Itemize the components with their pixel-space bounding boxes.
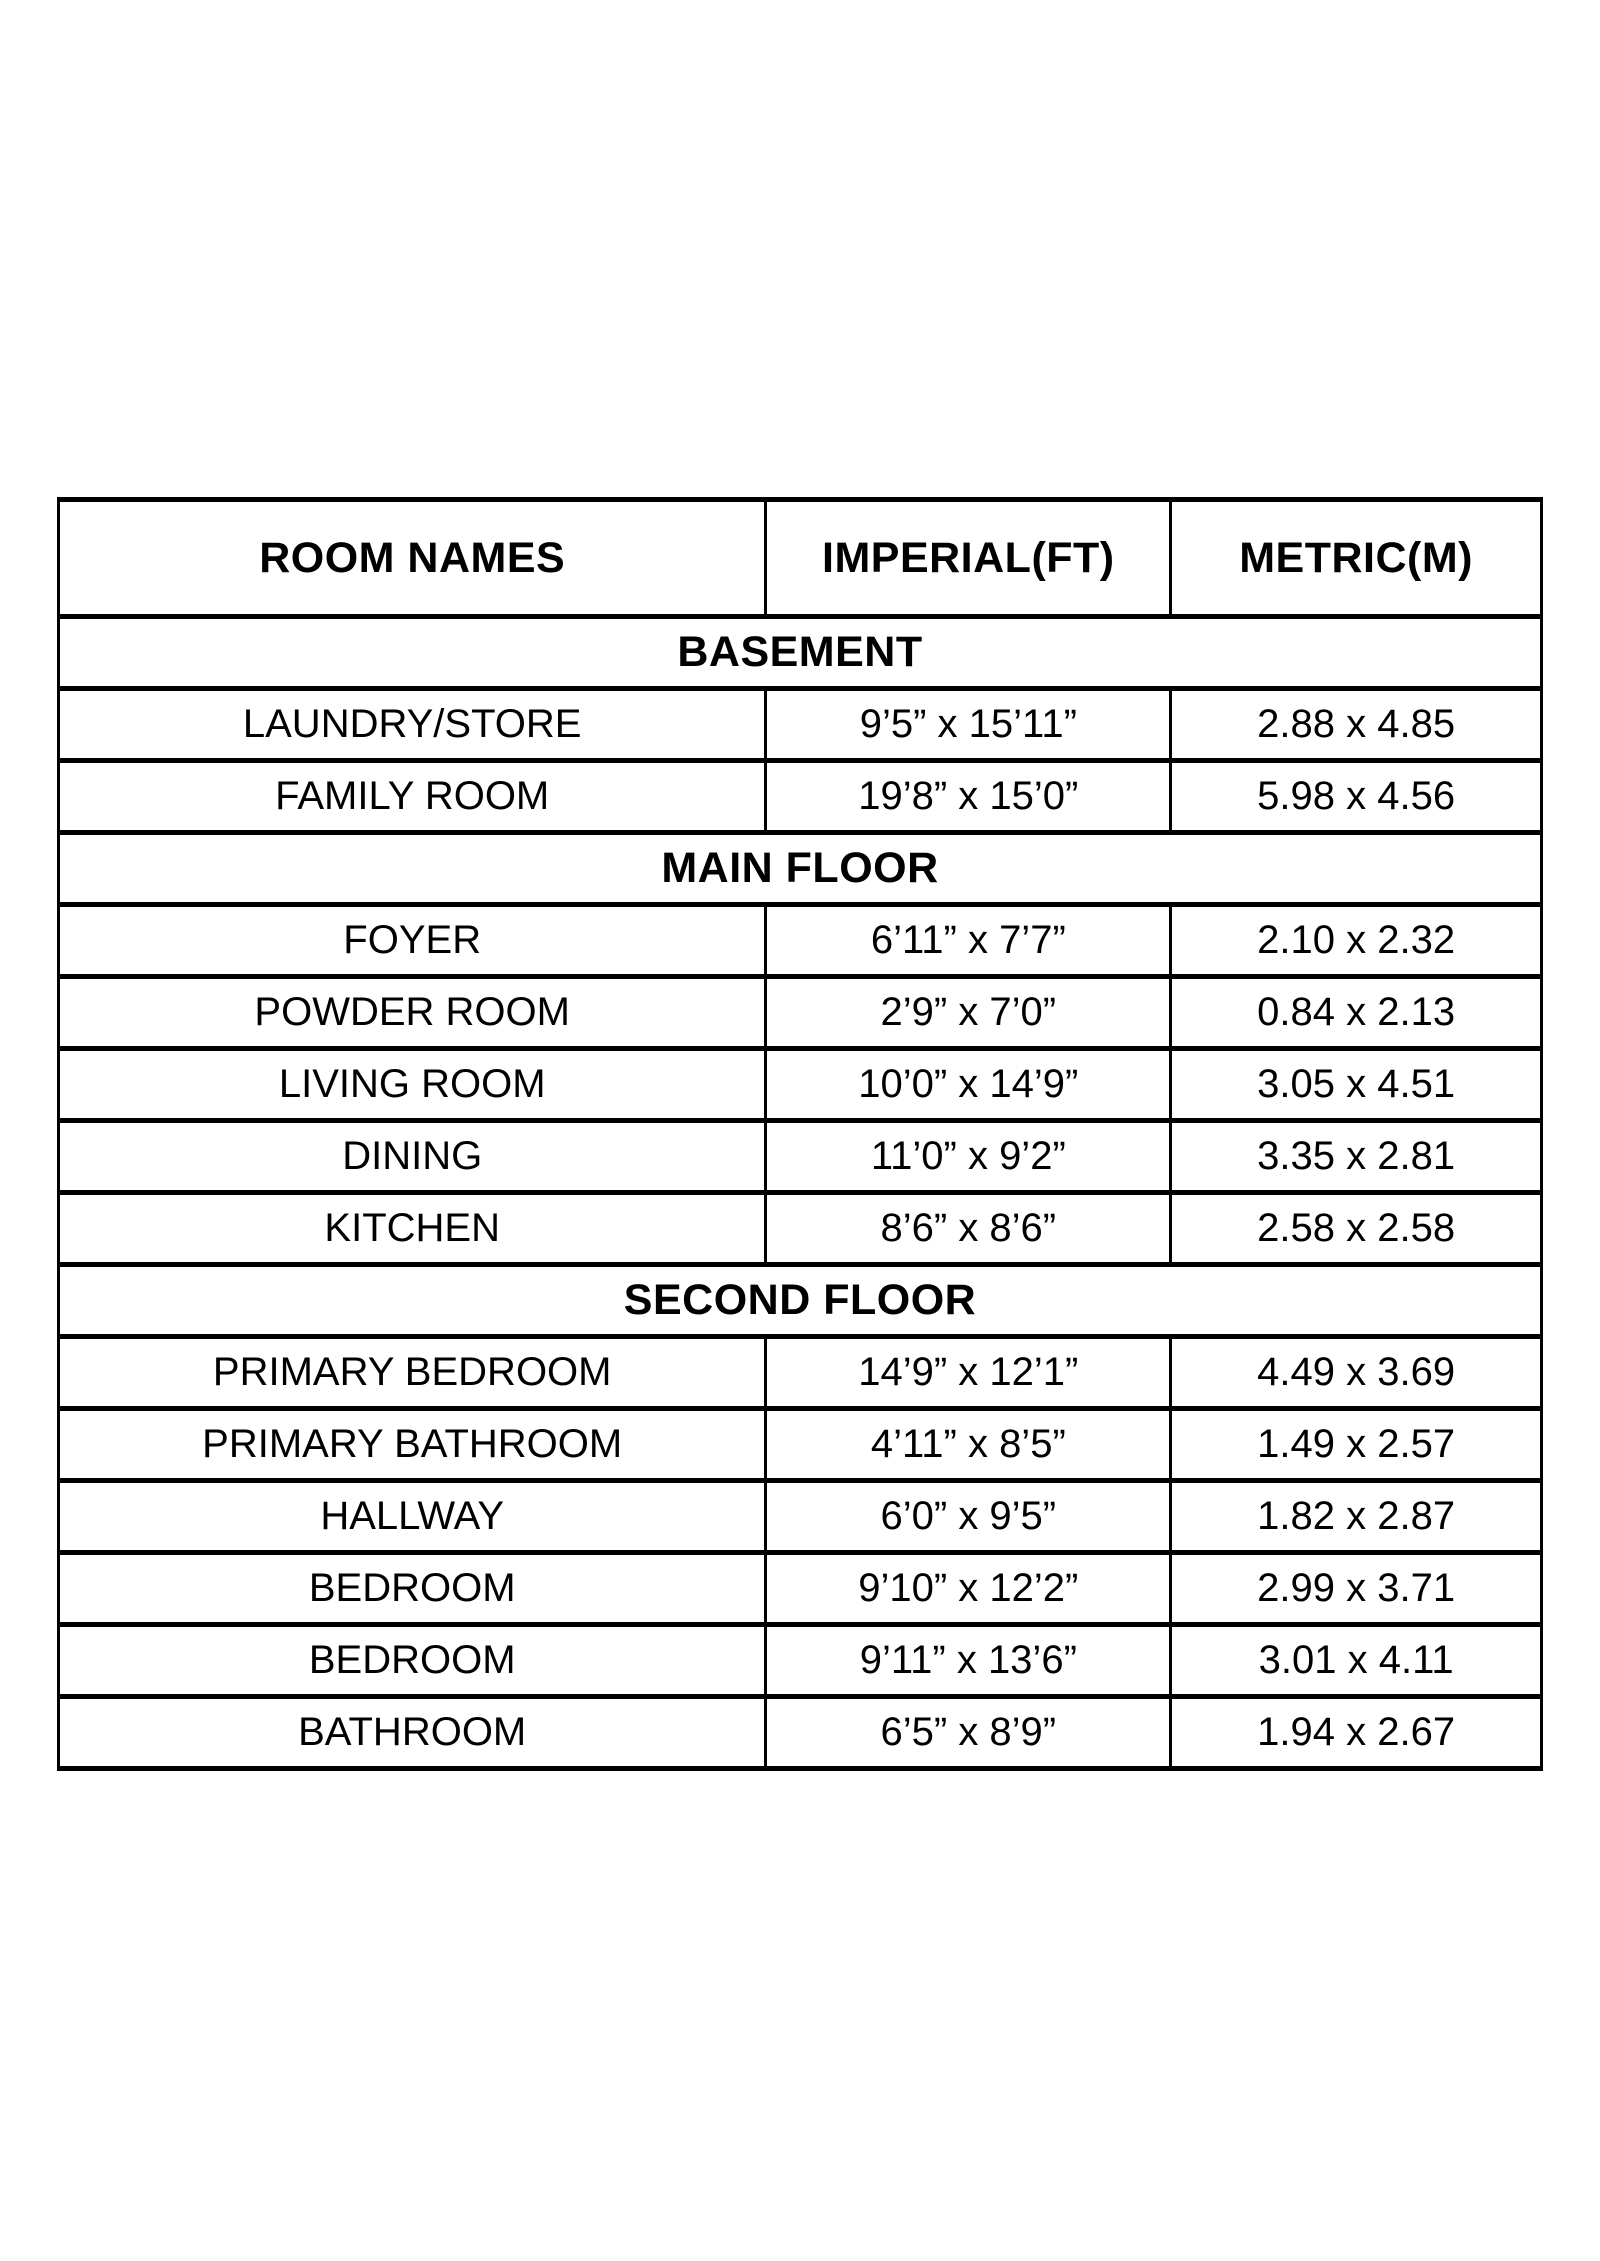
column-header-imperial: IMPERIAL(FT) [766,500,1171,617]
column-header-room-names: ROOM NAMES [59,500,766,617]
metric-cell: 2.88 x 4.85 [1171,689,1542,761]
room-name-cell: PRIMARY BEDROOM [59,1337,766,1409]
room-name-cell: BEDROOM [59,1625,766,1697]
table-row [59,761,1542,833]
room-name-cell: FAMILY ROOM [59,761,766,833]
room-name-cell: POWDER ROOM [59,977,766,1049]
imperial-cell: 4’11” x 8’5” [766,1409,1171,1481]
imperial-cell: 6’5” x 8’9” [766,1697,1171,1769]
metric-cell: 1.49 x 2.57 [1171,1409,1542,1481]
imperial-cell: 11’0” x 9’2” [766,1121,1171,1193]
table-row [59,1481,1542,1553]
table-row [59,1049,1542,1121]
room-name-cell: LIVING ROOM [59,1049,766,1121]
room-name-cell: FOYER [59,905,766,977]
imperial-cell: 14’9” x 12’1” [766,1337,1171,1409]
metric-cell: 1.82 x 2.87 [1171,1481,1542,1553]
room-name-cell: HALLWAY [59,1481,766,1553]
imperial-cell: 9’11” x 13’6” [766,1625,1171,1697]
table-row [59,1121,1542,1193]
room-name-cell: LAUNDRY/STORE [59,689,766,761]
table-header-row [59,500,1542,617]
room-name-cell: DINING [59,1121,766,1193]
imperial-cell: 19’8” x 15’0” [766,761,1171,833]
room-dimensions-table [57,497,1543,1771]
imperial-cell: 8’6” x 8’6” [766,1193,1171,1265]
room-name-cell: BEDROOM [59,1553,766,1625]
column-header-metric: METRIC(M) [1171,500,1542,617]
table-row [59,1625,1542,1697]
section-header-label: SECOND FLOOR [59,1265,1542,1337]
section-header-row-second-floor [59,1265,1542,1337]
imperial-cell: 9’10” x 12’2” [766,1553,1171,1625]
imperial-cell: 9’5” x 15’11” [766,689,1171,761]
metric-cell: 3.01 x 4.11 [1171,1625,1542,1697]
table-row [59,1553,1542,1625]
section-header-label: BASEMENT [59,617,1542,689]
table-row [59,1409,1542,1481]
metric-cell: 3.05 x 4.51 [1171,1049,1542,1121]
room-name-cell: KITCHEN [59,1193,766,1265]
metric-cell: 2.58 x 2.58 [1171,1193,1542,1265]
room-name-cell: BATHROOM [59,1697,766,1769]
metric-cell: 0.84 x 2.13 [1171,977,1542,1049]
imperial-cell: 2’9” x 7’0” [766,977,1171,1049]
metric-cell: 2.99 x 3.71 [1171,1553,1542,1625]
table-row [59,905,1542,977]
metric-cell: 2.10 x 2.32 [1171,905,1542,977]
metric-cell: 5.98 x 4.56 [1171,761,1542,833]
section-header-row-main-floor [59,833,1542,905]
metric-cell: 3.35 x 2.81 [1171,1121,1542,1193]
metric-cell: 4.49 x 3.69 [1171,1337,1542,1409]
section-header-label: MAIN FLOOR [59,833,1542,905]
imperial-cell: 6’11” x 7’7” [766,905,1171,977]
table-row [59,1193,1542,1265]
table-row [59,1697,1542,1769]
table-row [59,1337,1542,1409]
imperial-cell: 6’0” x 9’5” [766,1481,1171,1553]
section-header-row-basement [59,617,1542,689]
imperial-cell: 10’0” x 14’9” [766,1049,1171,1121]
metric-cell: 1.94 x 2.67 [1171,1697,1542,1769]
table-row [59,977,1542,1049]
room-name-cell: PRIMARY BATHROOM [59,1409,766,1481]
table-row [59,689,1542,761]
